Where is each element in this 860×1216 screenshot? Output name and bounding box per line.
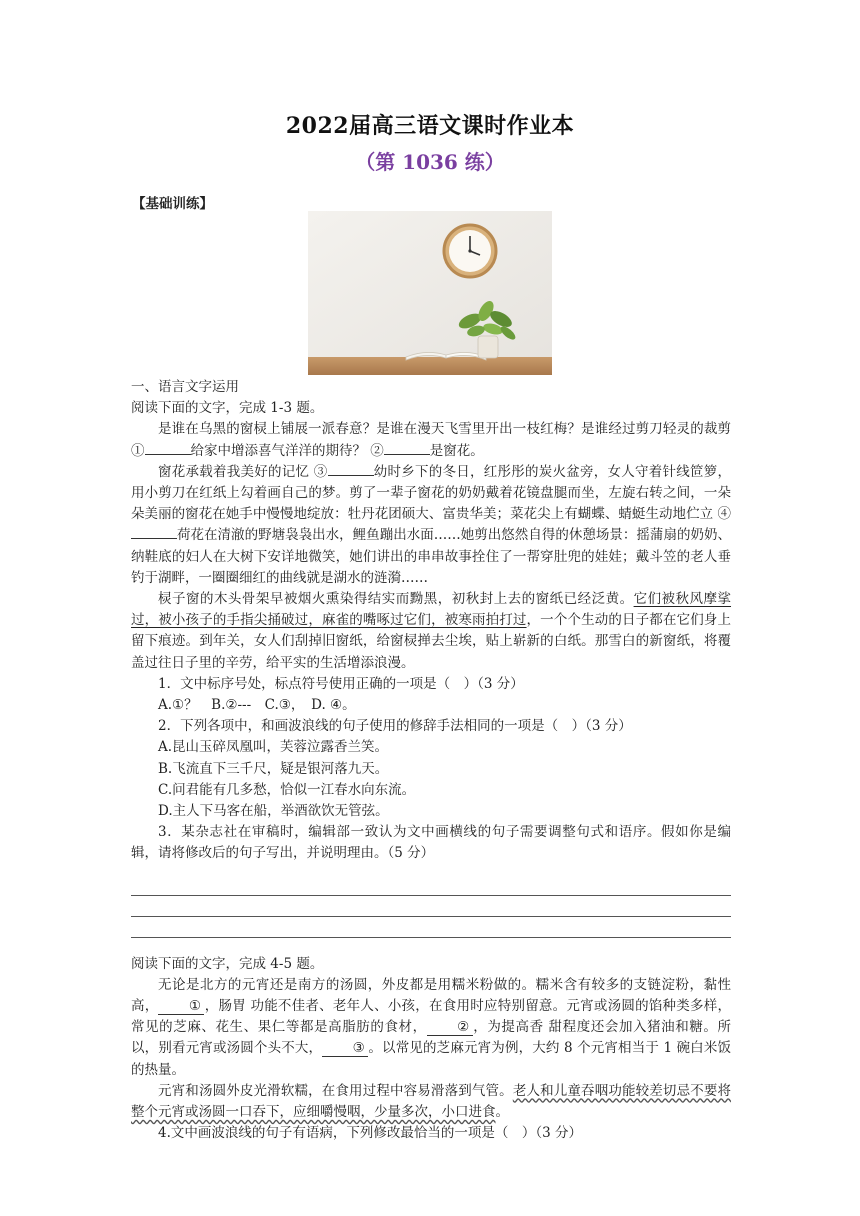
content-body (131, 377, 731, 1145)
text: 无论是北方的元宵还是南方的汤圆，外皮都是用糯米粉做的。糯米含有较多的支链淀粉，黏性高， (131, 976, 731, 1015)
blank-4 (131, 538, 177, 539)
wall-clock-icon (444, 225, 496, 277)
text: 给家中增添喜气洋洋的期待？ ② (190, 442, 384, 459)
page-subtitle: （第 1036 练） (355, 150, 505, 174)
passage1-paragraph2 (131, 462, 731, 589)
underlined-sentence: 它们被秋风摩挲过，被小孩子的手指尖捅破过，麻雀的嘴啄过它们，被寒雨拍打过 (131, 591, 732, 629)
part1-intro: 阅读下面的文字，完成 1-3 题。 (131, 400, 324, 417)
text: ，为提高香 甜程度还会加入猪油和糖。所以，别看元宵或汤圆个头不大， (131, 1019, 731, 1057)
passage2-paragraph2 (131, 1081, 731, 1123)
question-2-option-a: A.昆山玉碎凤凰叫，芙蓉泣露香兰笑。 (158, 739, 389, 756)
part1-heading: 一、语言文字运用 (131, 379, 239, 395)
answer-line (131, 875, 731, 896)
blank-3 (328, 475, 374, 476)
text: ，一个个生动的日子都在它们身上留下痕迹。到年关，女人们刮掉旧窗纸，给窗棂掸去尘埃，贴上崭新的白纸。那雪白的新窗纸，将覆盖过往日子里的辛劳，给平实的生活增添浪漫。 (131, 612, 732, 671)
passage1-paragraph1 (131, 419, 731, 461)
section-heading: 【基础训练】 (132, 196, 213, 212)
text: 荷花在清澈的野塘袅袅出水，鲤鱼蹦出水面……她剪出悠然自得的休憩场景：摇蒲扇的奶奶、纳鞋底的妇人在大树下安详地微笑，她们讲出的串串故事拴住了一帮穿肚兜的娃娃；戴斗笠的老人垂钓于湖畔，一圈圈细红的曲线就是湖水的涟漪…… (131, 527, 731, 586)
question-2-option-d: D.主人下马客在船，举酒欲饮无管弦。 (158, 803, 389, 820)
answer-line (131, 917, 731, 938)
question-4: 4.文中画波浪线的句子有语病，下列修改最恰当的一项是（ ）（3 分） (158, 1125, 583, 1142)
question-2-option-b: B.飞流直下三千尺，疑是银河落九天。 (158, 760, 389, 777)
answer-line (131, 896, 731, 917)
text: 窗花承载着我美好的记忆 ③ (158, 463, 328, 480)
blank-6: ② (427, 1019, 473, 1036)
wavy-underlined-sentence: 老人和儿童吞咽功能较差切忌不要将整个元宵或汤圆一口吞下，应细嚼慢咽，少量多次，小口进食 (131, 1082, 732, 1121)
text: 棂子窗的木头骨架早被烟火熏染得结实而黝黑，初秋封上去的窗纸已经泛黄。 (158, 591, 634, 608)
text: 。以常见的芝麻元宵为例，大约 8 个元宵相当于 1 碗白米饭的热量。 (131, 1040, 731, 1078)
answer-area (131, 875, 731, 938)
text: 元宵和汤圆外皮光滑软糯，在食用过程中容易滑落到气管。 (158, 1082, 513, 1099)
question-3: 3．某杂志社在审稿时，编辑部一致认为文中画横线的句子需要调整句式和语序。假如你是编辑，请将修改后的句子写出，并说明理由。（5 分） (131, 824, 731, 862)
text: 是窗花。 (429, 442, 484, 459)
question-2-option-c: C.问君能有几多愁，恰似一江春水向东流。 (158, 781, 416, 798)
blank-2 (384, 454, 430, 455)
passage1-paragraph3 (131, 589, 731, 674)
text: 。 (495, 1104, 509, 1121)
blank-1 (145, 454, 191, 455)
page-title: 2022届高三语文课时作业本 (285, 113, 575, 139)
text: ，肠胃 功能不佳者、老年人、小孩，在食用时应特别留意。元宵或汤圆的馅种类多样，常见的芝麻、花生、果仁等都是高脂肪的食材， (131, 998, 732, 1036)
blank-7: ③ (322, 1040, 368, 1057)
illustration-clock-plant-book (308, 211, 552, 375)
question-2: 2．下列各项中，和画波浪线的句子使用的修辞手法相同的一项是（ ）（3 分） (158, 718, 632, 735)
blank-5: ① (158, 998, 204, 1015)
question-1-options: A.①？ B.②--- C.③， D. ④。 (158, 697, 356, 714)
text: 是谁在乌黑的窗棂上铺展一派春意？是谁在漫天飞雪里开出一枝红梅？是谁经过剪刀轻灵的裁剪 ① (131, 421, 731, 459)
text: 幼时乡下的冬日，红彤彤的炭火盆旁，女人守着针线笸箩，用小剪刀在红纸上勾着画自己的梦。剪了一辈子窗花的奶奶戴着花镜盘腿而坐，左旋右转之间，一朵朵美丽的窗花在她手中慢慢地绽放：牡丹花团硕大、富贵华美；菜花尖上有蝴蝶、蜻蜓生动地伫立 ④ (131, 463, 731, 523)
question-1: 1．文中标序号处，标点符号使用正确的一项是（ ）（3 分） (158, 675, 524, 692)
part2-intro: 阅读下面的文字，完成 4-5 题。 (131, 955, 324, 972)
passage2-paragraph1 (131, 975, 731, 1081)
